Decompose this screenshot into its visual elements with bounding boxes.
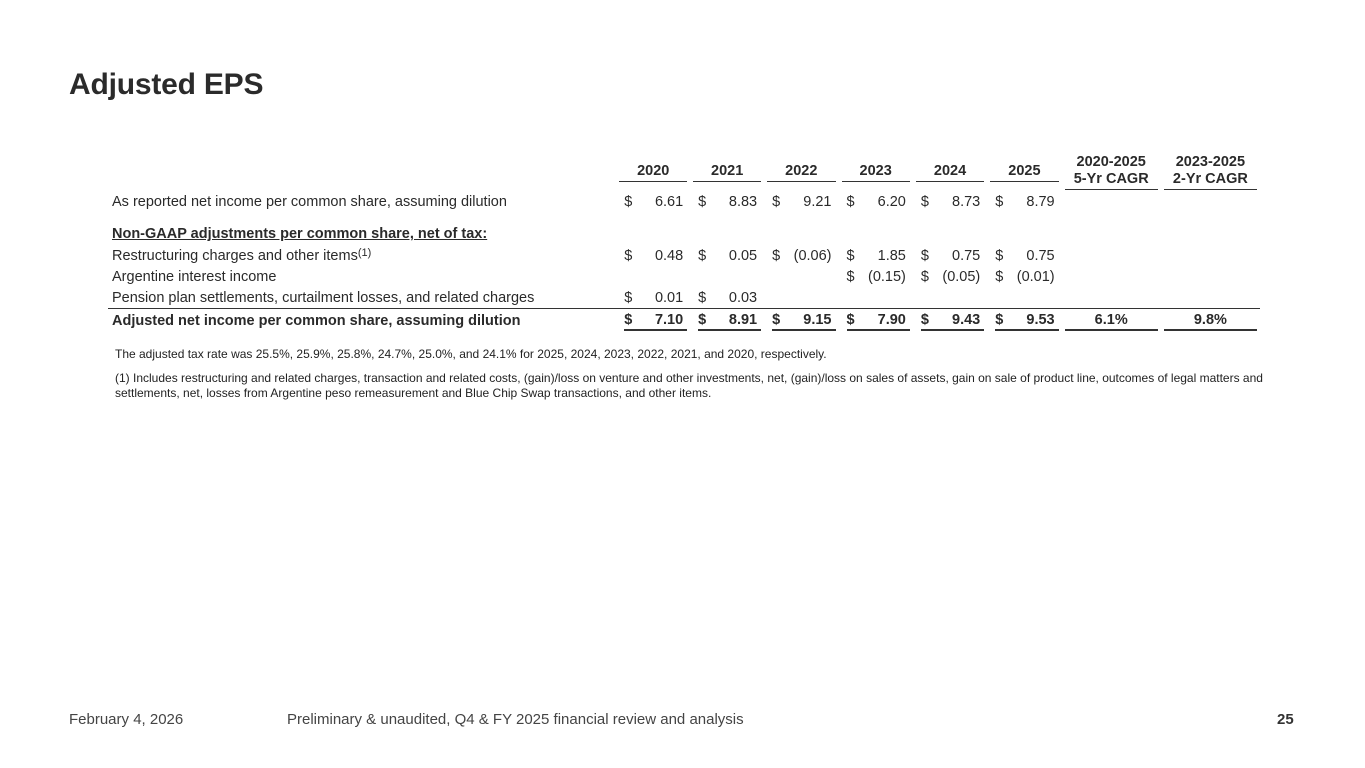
value-cell: $ (0.05) <box>920 268 981 285</box>
table-row-pension <box>108 287 1260 308</box>
empty-cell <box>1161 191 1260 213</box>
footnote-marker: (1) <box>357 246 372 259</box>
value-cell <box>764 287 838 308</box>
tax-rate-note: The adjusted tax rate was 25.5%, 25.9%, 25.8%, 24.7%, 25.0%, and 24.1% for 2025, 2024, 2023, 2022, 2021, and 2020, respectively. <box>115 347 827 361</box>
header-year: 2024 <box>913 153 987 191</box>
header-cagr-2yr <box>1161 153 1260 191</box>
footnote-1: (1) Includes restructuring and related charges, transaction and related costs, (gain)/loss on venture and other investments, net, (gain)/loss on sales of assets, gain on sale of product line, outcomes of legal matters and settlements, net, losses from Argentine peso remeasurement and Blue Chip Swap transactions, and other items. <box>115 371 1263 400</box>
value-cell: $ (0.15) <box>846 268 906 285</box>
value-cell: $ 0.48 <box>624 247 684 264</box>
value-cell: $ (0.01) <box>995 268 1055 285</box>
value-cell: $ 0.75 <box>920 247 981 264</box>
header-row <box>108 153 1260 191</box>
value-cell: $ 0.05 <box>698 247 758 264</box>
value-cell: $ 6.61 <box>624 194 684 210</box>
value-cell: $ 7.90 <box>839 308 913 333</box>
header-year: 2020 <box>616 153 690 191</box>
row-label: Argentine interest income <box>112 268 277 285</box>
value-cell <box>839 287 913 308</box>
value-cell: $ 6.20 <box>846 194 906 210</box>
table-row-restructuring <box>108 245 1260 266</box>
page-title: Adjusted EPS <box>69 68 264 101</box>
value-cell: $ 1.85 <box>846 247 906 264</box>
value-cell <box>913 287 987 308</box>
value-cell: $ 0.03 <box>698 289 758 306</box>
value-cell: $ 0.75 <box>995 247 1055 264</box>
value-cell: $ 8.79 <box>995 194 1055 210</box>
value-cell <box>616 266 690 287</box>
value-cell: $ 9.43 <box>913 308 987 333</box>
page-number: 25 <box>1277 711 1294 728</box>
header-year: 2023 <box>839 153 913 191</box>
adjusted-eps-table <box>108 153 1260 333</box>
row-label: As reported net income per common share, assuming dilution <box>112 194 507 210</box>
value-cell: $ 9.15 <box>764 308 838 333</box>
header-label-cell <box>108 153 616 191</box>
value-cell: $ 8.73 <box>920 194 981 210</box>
value-cell <box>690 266 764 287</box>
value-cell <box>987 287 1061 308</box>
table-row-reported-eps <box>108 191 1260 213</box>
value-cell: $ 7.10 <box>616 308 690 333</box>
empty-cell <box>1062 191 1161 213</box>
value-cell <box>764 266 838 287</box>
header-year: 2022 <box>764 153 838 191</box>
footer-description: Preliminary & unaudited, Q4 & FY 2025 financial review and analysis <box>287 711 744 728</box>
header-year: 2025 <box>987 153 1061 191</box>
table-row-section-heading <box>108 223 1260 245</box>
header-year: 2021 <box>690 153 764 191</box>
value-cell: $ 0.01 <box>624 289 684 306</box>
table-row-adjusted-eps <box>108 308 1260 333</box>
cagr-2yr-value: 9.8% <box>1161 308 1260 333</box>
value-cell: $ 9.21 <box>772 194 832 210</box>
value-cell: $ 8.83 <box>698 194 758 210</box>
header-cagr-2yr-label: 2-Yr CAGR <box>1172 171 1248 187</box>
row-label: Restructuring charges and other items$^{(1)}$ <box>112 246 372 264</box>
cagr-5yr-value: 6.1% <box>1062 308 1161 333</box>
value-cell: $ 8.91 <box>690 308 764 333</box>
row-label: Pension plan settlements, curtailment losses, and related charges <box>112 289 535 306</box>
header-cagr-5yr <box>1062 153 1161 191</box>
spacer-row <box>108 213 1260 223</box>
header-cagr-5yr-range: 2020-2025 <box>1076 154 1146 170</box>
header-cagr-2yr-range: 2023-2025 <box>1175 154 1246 170</box>
value-cell: $ 9.53 <box>987 308 1061 333</box>
table-notes <box>115 347 1295 410</box>
value-cell: $ (0.06) <box>772 247 832 264</box>
row-label: Adjusted net income per common share, assuming dilution <box>108 308 616 333</box>
footer-date: February 4, 2026 <box>69 711 184 728</box>
header-cagr-5yr-label: 5-Yr CAGR <box>1073 171 1149 187</box>
table-row-argentine-interest <box>108 266 1260 287</box>
section-heading: Non-GAAP adjustments per common share, net of tax: <box>112 226 488 242</box>
